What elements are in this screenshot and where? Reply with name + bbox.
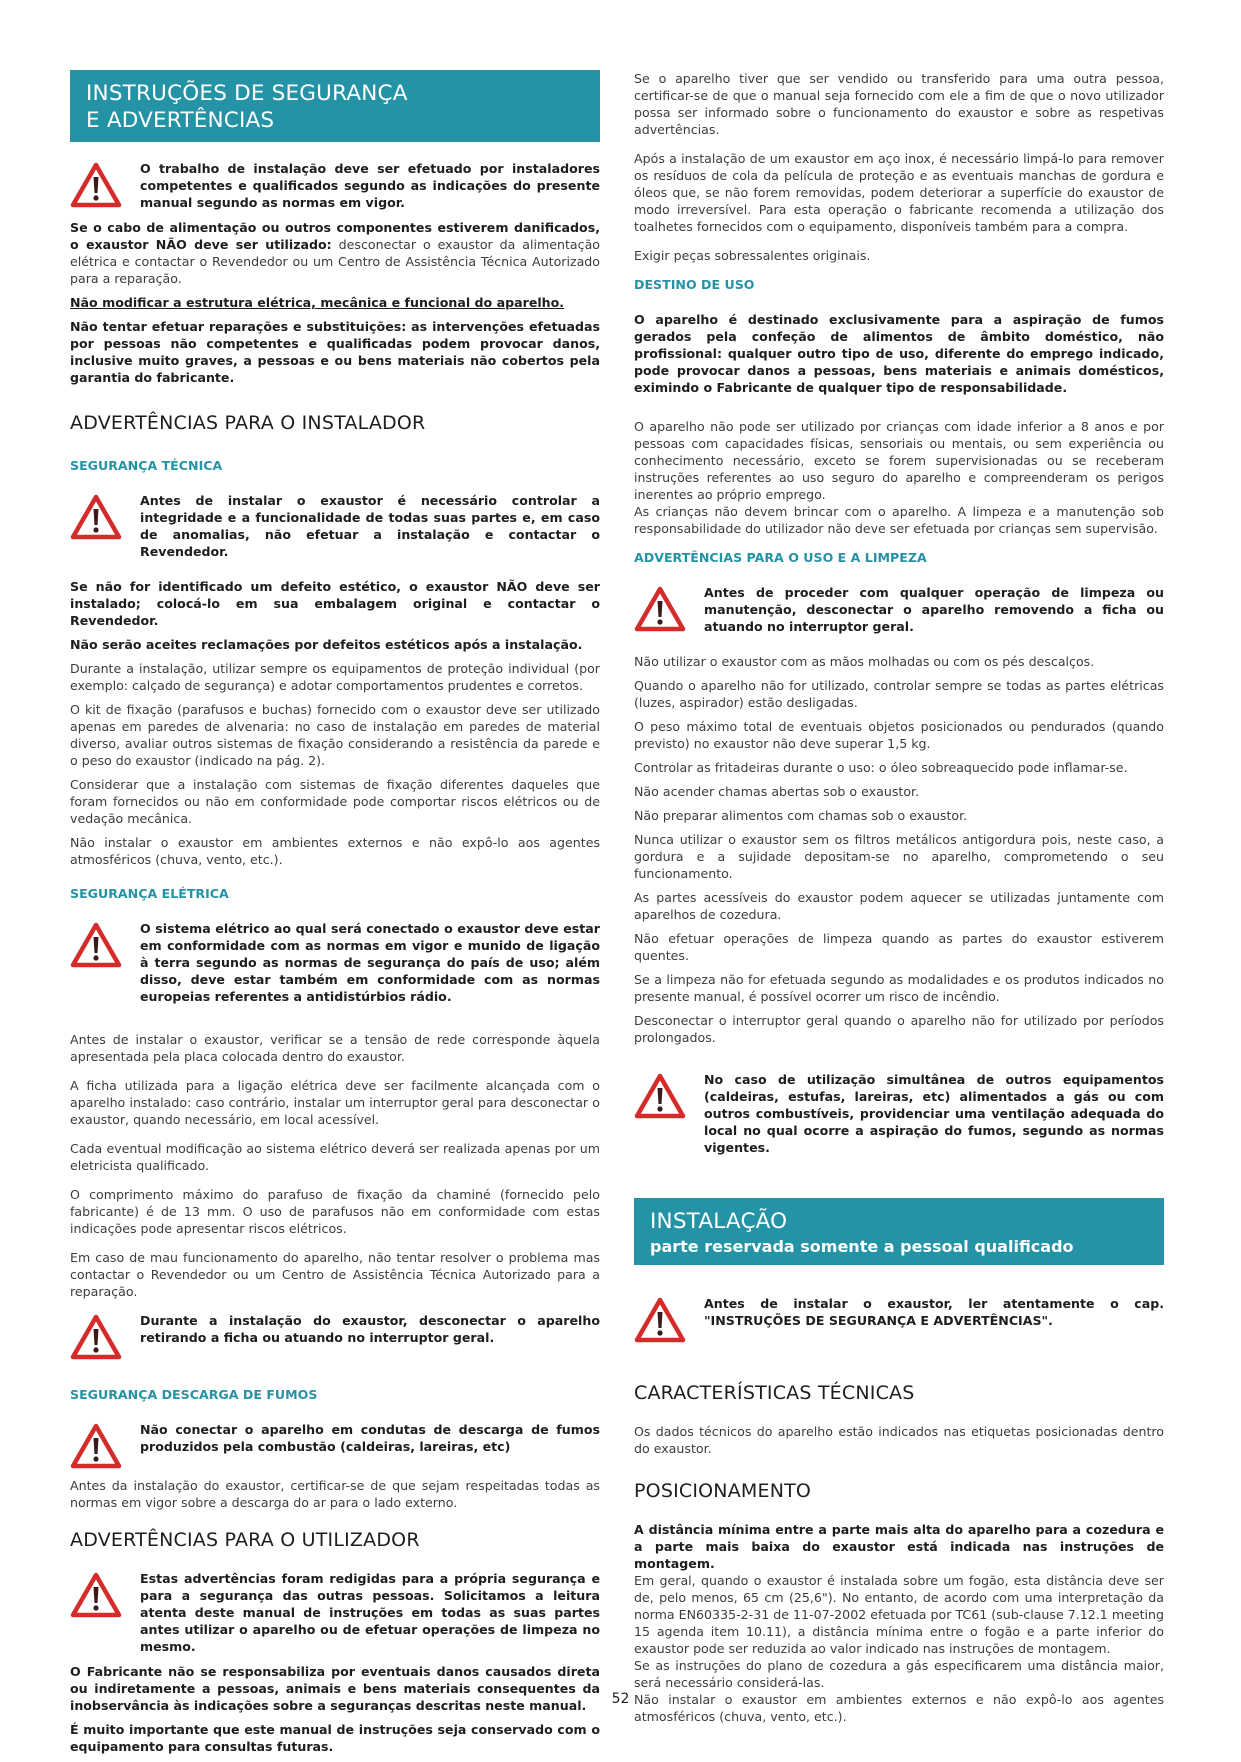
warning-block — [634, 1071, 1164, 1156]
paragraph: Não instalar o exaustor em ambientes externos e não expô-lo aos agentes atmosféricos (chuva, vento, etc.). — [70, 835, 600, 867]
warning-triangle-icon — [70, 1421, 140, 1469]
warning-text: No caso de utilização simultânea de outros equipamentos (caldeiras, estufas, lareiras, etc) alimentados a gás ou com outros combustíveis, providenciar uma ventilação adequada do local no qual ocorre a aspiração do fumos, segundo as normas vigentes. — [704, 1072, 1164, 1155]
warning-triangle-icon — [634, 1071, 704, 1119]
paragraph: Durante a instalação, utilizar sempre os equipamentos de proteção individual (por exemplo: calçado de segurança) e adotar comportamentos prudentes e corretos. — [70, 661, 600, 693]
warning-block — [70, 1312, 600, 1360]
warning-triangle-icon — [634, 584, 704, 632]
section-heading-technical-characteristics: CARACTERÍSTICAS TÉCNICAS — [634, 1382, 915, 1404]
subheading-intended-use: DESTINO DE USO — [634, 277, 755, 292]
subheading-electrical-safety: SEGURANÇA ELÉTRICA — [70, 886, 229, 901]
paragraph: Nunca utilizar o exaustor sem os filtros metálicos antigordura pois, neste caso, a gordura e a sujidade depositam-se no aparelho, comprometendo o seu funcionamento. — [634, 832, 1164, 881]
warning-text: Estas advertências foram redigidas para a própria segurança e para a segurança das outras pessoas. Solicitamos a leitura atenta deste manual de instruções em todas as suas partes antes utilizar o aparelho ou de efetuar operações de limpeza no mesmo. — [140, 1571, 600, 1654]
paragraph-bold: A distância mínima entre a parte mais alta do aparelho para a cozedura e a parte mais baixa do exaustor está indicada nas instruções de montagem. — [634, 1522, 1164, 1571]
warning-triangle-icon — [70, 1312, 140, 1360]
section-heading-user: ADVERTÊNCIAS PARA O UTILIZADOR — [70, 1529, 420, 1551]
warning-text: O sistema elétrico ao qual será conectado o exaustor deve estar em conformidade com as normas em vigor e munido de ligação à terra segundo as normas de segurança do país de uso; além disso, deve estar também em conformidade com as normas europeias referentes a antidistúrbios rádio. — [140, 921, 600, 1004]
paragraph: Se a limpeza não for efetuada segundo as modalidades e os produtos indicados no presente manual, é possível ocorrer um risco de incêndio. — [634, 972, 1164, 1004]
paragraph: Não acender chamas abertas sob o exaustor. — [634, 784, 920, 799]
warning-triangle-icon — [634, 1295, 704, 1343]
paragraph: Não preparar alimentos com chamas sob o exaustor. — [634, 808, 968, 823]
warning-text: O trabalho de instalação deve ser efetuado por instaladores competentes e qualificados segundo as indicações do presente manual segundo as normas em vigor. — [140, 161, 600, 210]
warning-block — [70, 160, 600, 211]
installation-banner — [634, 1198, 1164, 1265]
paragraph: Os dados técnicos do aparelho estão indicados nas etiquetas posicionadas dentro do exaustor. — [634, 1424, 1164, 1456]
paragraph-bold-lead: Se o cabo de alimentação ou outros componentes estiverem danificados, o exaustor NÃO deve ser utilizado: — [70, 220, 600, 252]
paragraph: Desconectar o interruptor geral quando o aparelho não for utilizado por períodos prolongados. — [634, 1013, 1164, 1045]
paragraph: Cada eventual modificação ao sistema elétrico deverá ser realizada apenas por um eletricista qualificado. — [70, 1141, 600, 1173]
warning-triangle-icon — [70, 920, 140, 968]
paragraph: As partes acessíveis do exaustor podem aquecer se utilizadas juntamente com aparelhos de cozedura. — [634, 890, 1164, 922]
paragraph: Quando o aparelho não for utilizado, controlar sempre se todas as partes elétricas (luzes, aspirador) estão desligadas. — [634, 678, 1164, 710]
paragraph: Se o aparelho tiver que ser vendido ou transferido para uma outra pessoa, certificar-se de que o manual seja fornecido com ele a fim de que o novo utilizador possa ser informado sobre o funcionamento do exaustor e sobre as respetivas advertências. — [634, 71, 1164, 137]
paragraph-bold: É muito importante que este manual de instruções seja conservado com o equipamento para consultas futuras. — [70, 1722, 600, 1754]
paragraph: Antes da instalação do exaustor, certificar-se de que sejam respeitadas todas as normas em vigor sobre a descarga do ar para o lado externo. — [70, 1478, 600, 1510]
paragraph: Controlar as fritadeiras durante o uso: o óleo sobreaquecido pode inflamar-se. — [634, 760, 1128, 775]
paragraph: A ficha utilizada para a ligação elétrica deve ser facilmente alcançada com o aparelho instalado: caso contrário, instalar um interruptor geral para desconectar o exaustor, quando necessário, em local acessível. — [70, 1078, 600, 1127]
paragraph: Não efetuar operações de limpeza quando as partes do exaustor estiverem quentes. — [634, 931, 1164, 963]
banner-title-line-2: E ADVERTÊNCIAS — [86, 108, 275, 133]
warning-block — [634, 1295, 1164, 1343]
paragraph: Não instalar o exaustor em ambientes externos e não expô-lo aos agentes atmosféricos (chuva, vento, etc.). — [634, 1692, 1164, 1724]
warning-triangle-icon — [70, 1570, 140, 1618]
warning-block — [70, 920, 600, 1005]
warning-block — [70, 1570, 600, 1655]
paragraph: Se as instruções do plano de cozedura a gás especificarem uma distância maior, será necessário considerá-las. — [634, 1658, 1164, 1690]
page-number: 52 — [611, 1691, 630, 1707]
paragraph-bold: O Fabricante não se responsabiliza por eventuais danos causados direta ou indiretamente a pessoas, animais e bens materiais consequentes da inobservância às indicações sobre a seguranças descritas neste manual. — [70, 1664, 600, 1713]
paragraph-bold: O aparelho é destinado exclusivamente para a aspiração de fumos gerados pela confeção de alimentos de âmbito doméstico, não profissional: qualquer outro tipo de uso, diferente do emprego indicado, pode provocar danos a pessoas, bens materiais e animais domésticos, eximindo o Fabricante de qualquer tipo de responsabilidade. — [634, 312, 1164, 395]
warning-text: Durante a instalação do exaustor, desconectar o aparelho retirando a ficha ou atuando no interruptor geral. — [140, 1313, 600, 1345]
subheading-technical-safety: SEGURANÇA TÉCNICA — [70, 458, 223, 473]
subheading-use-and-cleaning: ADVERTÊNCIAS PARA O USO E A LIMPEZA — [634, 550, 927, 565]
right-column — [634, 70, 1164, 1732]
paragraph-bold: Não serão aceites reclamações por defeitos estéticos após a instalação. — [70, 637, 583, 652]
paragraph-underlined: Não modificar a estrutura elétrica, mecânica e funcional do aparelho. — [70, 295, 565, 310]
paragraph: Considerar que a instalação com sistemas de fixação diferentes daqueles que foram fornecidos ou não em conformidade pode comportar riscos elétricos ou de vedação mecânica. — [70, 777, 600, 826]
paragraph: As crianças não devem brincar com o aparelho. A limpeza e a manutenção sob responsabilidade do utilizador não deve ser efetuada por crianças sem supervisão. — [634, 504, 1164, 536]
warning-block — [70, 492, 600, 560]
paragraph: Em geral, quando o exaustor é instalada sobre um fogão, esta distância deve ser de, pelo menos, 65 cm (25,6"). No entanto, de acordo com uma interpretação da norma EN60335-2-31 de 11-07-2002 efetuada por TC61 (sub-clause 7.12.1 meeting 15 agenda item 10.11), a distância mínima entre o fogão e a parte inferior do exaustor pode ser reduzida ao valor indicado nas instruções de montagem. — [634, 1573, 1164, 1656]
paragraph: Exigir peças sobressalentes originais. — [634, 248, 871, 263]
paragraph: O peso máximo total de eventuais objetos posicionados ou pendurados (quando previsto) no exaustor não deve superar 1,5 kg. — [634, 719, 1164, 751]
warning-text: Antes de instalar o exaustor, ler atentamente o cap. "INSTRUÇÕES DE SEGURANÇA E ADVERTÊNCIAS". — [704, 1296, 1164, 1328]
paragraph: Após a instalação de um exaustor em aço inox, é necessário limpá-lo para remover os resíduos de cola da película de proteção e as eventuais manchas de gordura e óleos que, se não forem removidas, podem deteriorar a superfície do exaustor de modo irreversível. Para esta operação o fabricante recomenda a utilização dos toalhetes fornecidos com o equipamento, disponíveis também para a compra. — [634, 151, 1164, 234]
banner-subtitle: parte reservada somente a pessoal qualificado — [650, 1237, 1074, 1256]
banner-title: INSTALAÇÃO — [650, 1209, 788, 1234]
warning-block — [634, 584, 1164, 635]
warning-text: Antes de proceder com qualquer operação de limpeza ou manutenção, desconectar o aparelho removendo a ficha ou atuando no interruptor geral. — [704, 585, 1164, 634]
paragraph: O kit de fixação (parafusos e buchas) fornecido com o exaustor deve ser utilizado apenas em paredes de alvenaria: no caso de instalação em paredes de material diverso, avaliar outros sistemas de fixação considerando a resistência da parede e o peso do exaustor (indicado na pág. 2). — [70, 702, 600, 768]
safety-banner — [70, 70, 600, 142]
warning-triangle-icon — [70, 492, 140, 540]
left-column — [70, 70, 600, 1762]
paragraph — [70, 219, 600, 287]
section-heading-positioning: POSICIONAMENTO — [634, 1480, 812, 1502]
subheading-fume-discharge-safety: SEGURANÇA DESCARGA DE FUMOS — [70, 1387, 318, 1402]
banner-title-line-1: INSTRUÇÕES DE SEGURANÇA — [86, 81, 408, 106]
warning-triangle-icon — [70, 160, 140, 208]
warning-block — [70, 1421, 600, 1469]
paragraph-bold: Não tentar efetuar reparações e substituições: as intervenções efetuadas por pessoas não competentes e qualificadas podem provocar danos, inclusive muito graves, a pessoas e ou bens materiais não cobertos pela garantia do fabricante. — [70, 319, 600, 385]
paragraph: Em caso de mau funcionamento do aparelho, não tentar resolver o problema mas contactar o Revendedor ou um Centro de Assistência Técnica Autorizado para a reparação. — [70, 1250, 600, 1299]
section-heading-installer: ADVERTÊNCIAS PARA O INSTALADOR — [70, 412, 426, 434]
paragraph-bold: Se não for identificado um defeito estético, o exaustor NÃO deve ser instalado; colocá-lo em sua embalagem original e contactar o Revendedor. — [70, 579, 600, 628]
paragraph: Não utilizar o exaustor com as mãos molhadas ou com os pés descalços. — [634, 654, 1095, 669]
warning-text: Antes de instalar o exaustor é necessário controlar a integridade e a funcionalidade de todas suas partes e, em caso de anomalias, não efetuar a instalação e contactar o Revendedor. — [140, 493, 600, 559]
paragraph: O aparelho não pode ser utilizado por crianças com idade inferior a 8 anos e por pessoas com capacidades físicas, sensoriais ou mentais, ou sem experiência ou conhecimento necessário, exceto se forem supervisionadas ou se receberam instruções referentes ao uso seguro do aparelho e compreenderam os perigos inerentes ao próprio emprego. — [634, 419, 1164, 502]
paragraph-rest: desconectar o exaustor da alimentação elétrica e contactar o Revendedor ou um Centro de Assistência Técnica Autorizado para a reparação. — [70, 237, 600, 286]
paragraph: O comprimento máximo do parafuso de fixação da chaminé (fornecido pelo fabricante) é de 13 mm. O uso de parafusos não em conformidade com estas indicações pode apresentar riscos elétricos. — [70, 1187, 600, 1236]
paragraph: Antes de instalar o exaustor, verificar se a tensão de rede corresponde àquela apresentada pela placa colocada dentro do exaustor. — [70, 1032, 600, 1064]
warning-text: Não conectar o aparelho em condutas de descarga de fumos produzidos pela combustão (caldeiras, lareiras, etc) — [140, 1422, 600, 1454]
